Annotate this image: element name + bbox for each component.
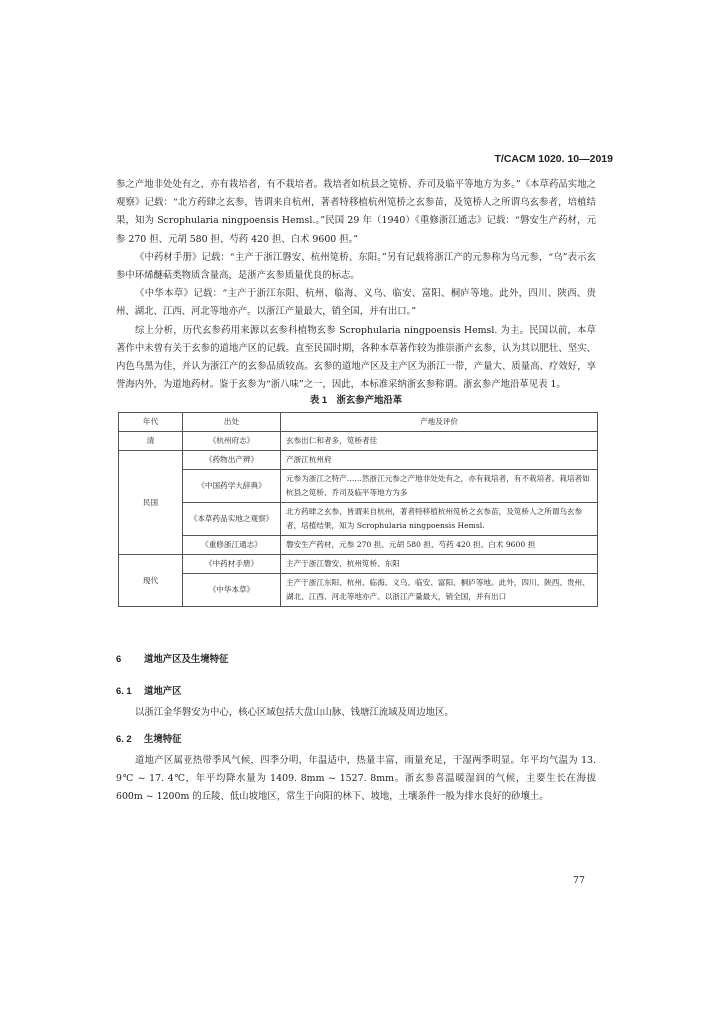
- header-evaluation: 产地及评价: [281, 413, 598, 432]
- section-heading-6-1: [116, 683, 182, 697]
- section-6-2-text: 道地产区属亚热带季风气候，四季分明，年温适中，热量丰富，雨量充足，干湿两季明显。年平均气温为 13. 9℃ ~ 17. 4℃，年平均降水量为 1409. 8mm ~ 1527. 8mm。浙玄参喜温暖湿润的气候，主要生长在海拔 600m ~ 1200m 的丘陵、低山坡地区，常生于向阳的林下、坡地，土壤条件一般为排水良好的砂壤土。: [116, 755, 596, 803]
- section-heading-6-2: [116, 731, 182, 745]
- table-row: [119, 451, 598, 470]
- evaluation-cell: 北方药肆之玄参，皆谓来自杭州，著者特移植杭州笕桥之玄参苗，及笕桥人之所谓乌玄参者，培植结果，知为 Scrophularia ningpoensis Hemsl.: [281, 503, 598, 536]
- table-row: [119, 536, 598, 555]
- table-row: [119, 503, 598, 536]
- origin-history-table: [118, 412, 598, 607]
- evaluation-cell: 元参为浙江之特产……然浙江元参之产地非处处有之，亦有栽培者，有不栽培者。栽培者如杭县之笕桥、乔司及临平等地方为多: [281, 470, 598, 503]
- source-cell: 《中药材手册》: [183, 555, 281, 574]
- evaluation-cell: 产浙江杭州府: [281, 451, 598, 470]
- source-cell: 《中国药学大辞典》: [183, 470, 281, 503]
- evaluation-cell: 磐安生产药材，元参 270 担、元胡 580 担、芍药 420 担、白术 9600 担: [281, 536, 598, 555]
- source-cell: 《药物出产辨》: [183, 451, 281, 470]
- era-cell: 清: [119, 432, 183, 451]
- section-title: 生境特征: [144, 733, 182, 744]
- era-cell: 民国: [119, 451, 183, 555]
- paragraph: 参之产地非处处有之，亦有栽培者，有不栽培者。栽培者如杭县之笕桥、乔司及临平等地方为多。”《本草药品实地之观察》记载：“北方药肆之玄参，皆谓来自杭州，著者特移植杭州笕桥之玄参苗，及笕桥人之所谓乌玄参者，培植结果，知为 Scrophularia ningpoensis Hemsl.。”民国 29 年（1940）《重修浙江通志》记载：“磐安生产药材，元参 270 担、元胡 580 担、芍药 420 担、白术 9600 担。”: [116, 179, 596, 245]
- table-row: [119, 432, 598, 451]
- paragraph: 《中华本草》记载：“主产于浙江东阳、杭州、临海、义乌、临安、富阳、桐庐等地。此外，四川、陕西、贵州、湖北、江西、河北等地亦产。以浙江产量最大，销全国，并有出口。”: [116, 288, 596, 318]
- source-cell: 《本草药品实地之观察》: [183, 503, 281, 536]
- table-row: [119, 555, 598, 574]
- section-number: 6. 2: [116, 733, 132, 744]
- paragraph: 综上分析，历代玄参药用来源以玄参科植物玄参 Scrophularia ningpoensis Hemsl. 为主。民国以前，本草著作中未曾有关于玄参的道地产区的记载。直至民国时期，各种本草著作较为推崇浙产玄参，认为其以肥壮、坚实、内色乌黑为佳，并认为浙江产的玄参品质较高。玄参的道地产区及主产区为浙江一带，产量大、质量高、疗效好，享誉海内外，为道地药材。鉴于玄参为“浙八味”之一，因此，本标准采纳浙玄参称谓。浙玄参产地沿革见表 1。: [116, 324, 596, 391]
- page-number: 77: [573, 875, 585, 886]
- paragraph: 《中药材手册》记载：“主产于浙江磐安、杭州笕桥、东阳。”另有记载将浙江产的元参称为乌元参，“乌”表示玄参中环烯醚萜类物质含量高，是浙产玄参质量优良的标志。: [116, 251, 596, 282]
- section-title: 道地产区: [144, 685, 182, 696]
- table-header-row: [119, 413, 598, 432]
- standard-code: T/CACM 1020. 10—2019: [494, 153, 613, 165]
- section-heading-6: [116, 651, 228, 665]
- section-number: 6. 1: [116, 685, 132, 696]
- table-title: 表 1 浙玄参产地沿革: [309, 394, 403, 405]
- table-row: [119, 470, 598, 503]
- evaluation-cell: 玄参出仁和者多，笕桥者佳: [281, 432, 598, 451]
- source-cell: 《重修浙江通志》: [183, 536, 281, 555]
- section-6-1-text: 以浙江金华磐安为中心，核心区域包括大盘山山脉、钱塘江流域及周边地区。: [135, 707, 454, 718]
- evaluation-cell: 主产于浙江磐安、杭州笕桥、东阳: [281, 555, 598, 574]
- section-title: 道地产区及生境特征: [144, 653, 229, 664]
- body-text: [116, 176, 596, 394]
- header-era: 年代: [119, 413, 183, 432]
- evaluation-cell: 主产于浙江东阳、杭州、临海、义乌、临安、富阳、桐庐等地。此外，四川、陕西、贵州、湖北、江西、河北等地亦产。以浙江产量最大，销全国，并有出口: [281, 574, 598, 607]
- era-cell: 现代: [119, 555, 183, 607]
- source-cell: 《杭州府志》: [183, 432, 281, 451]
- table-row: [119, 574, 598, 607]
- source-cell: 《中华本草》: [183, 574, 281, 607]
- section-number: 6: [116, 653, 122, 664]
- header-source: 出处: [183, 413, 281, 432]
